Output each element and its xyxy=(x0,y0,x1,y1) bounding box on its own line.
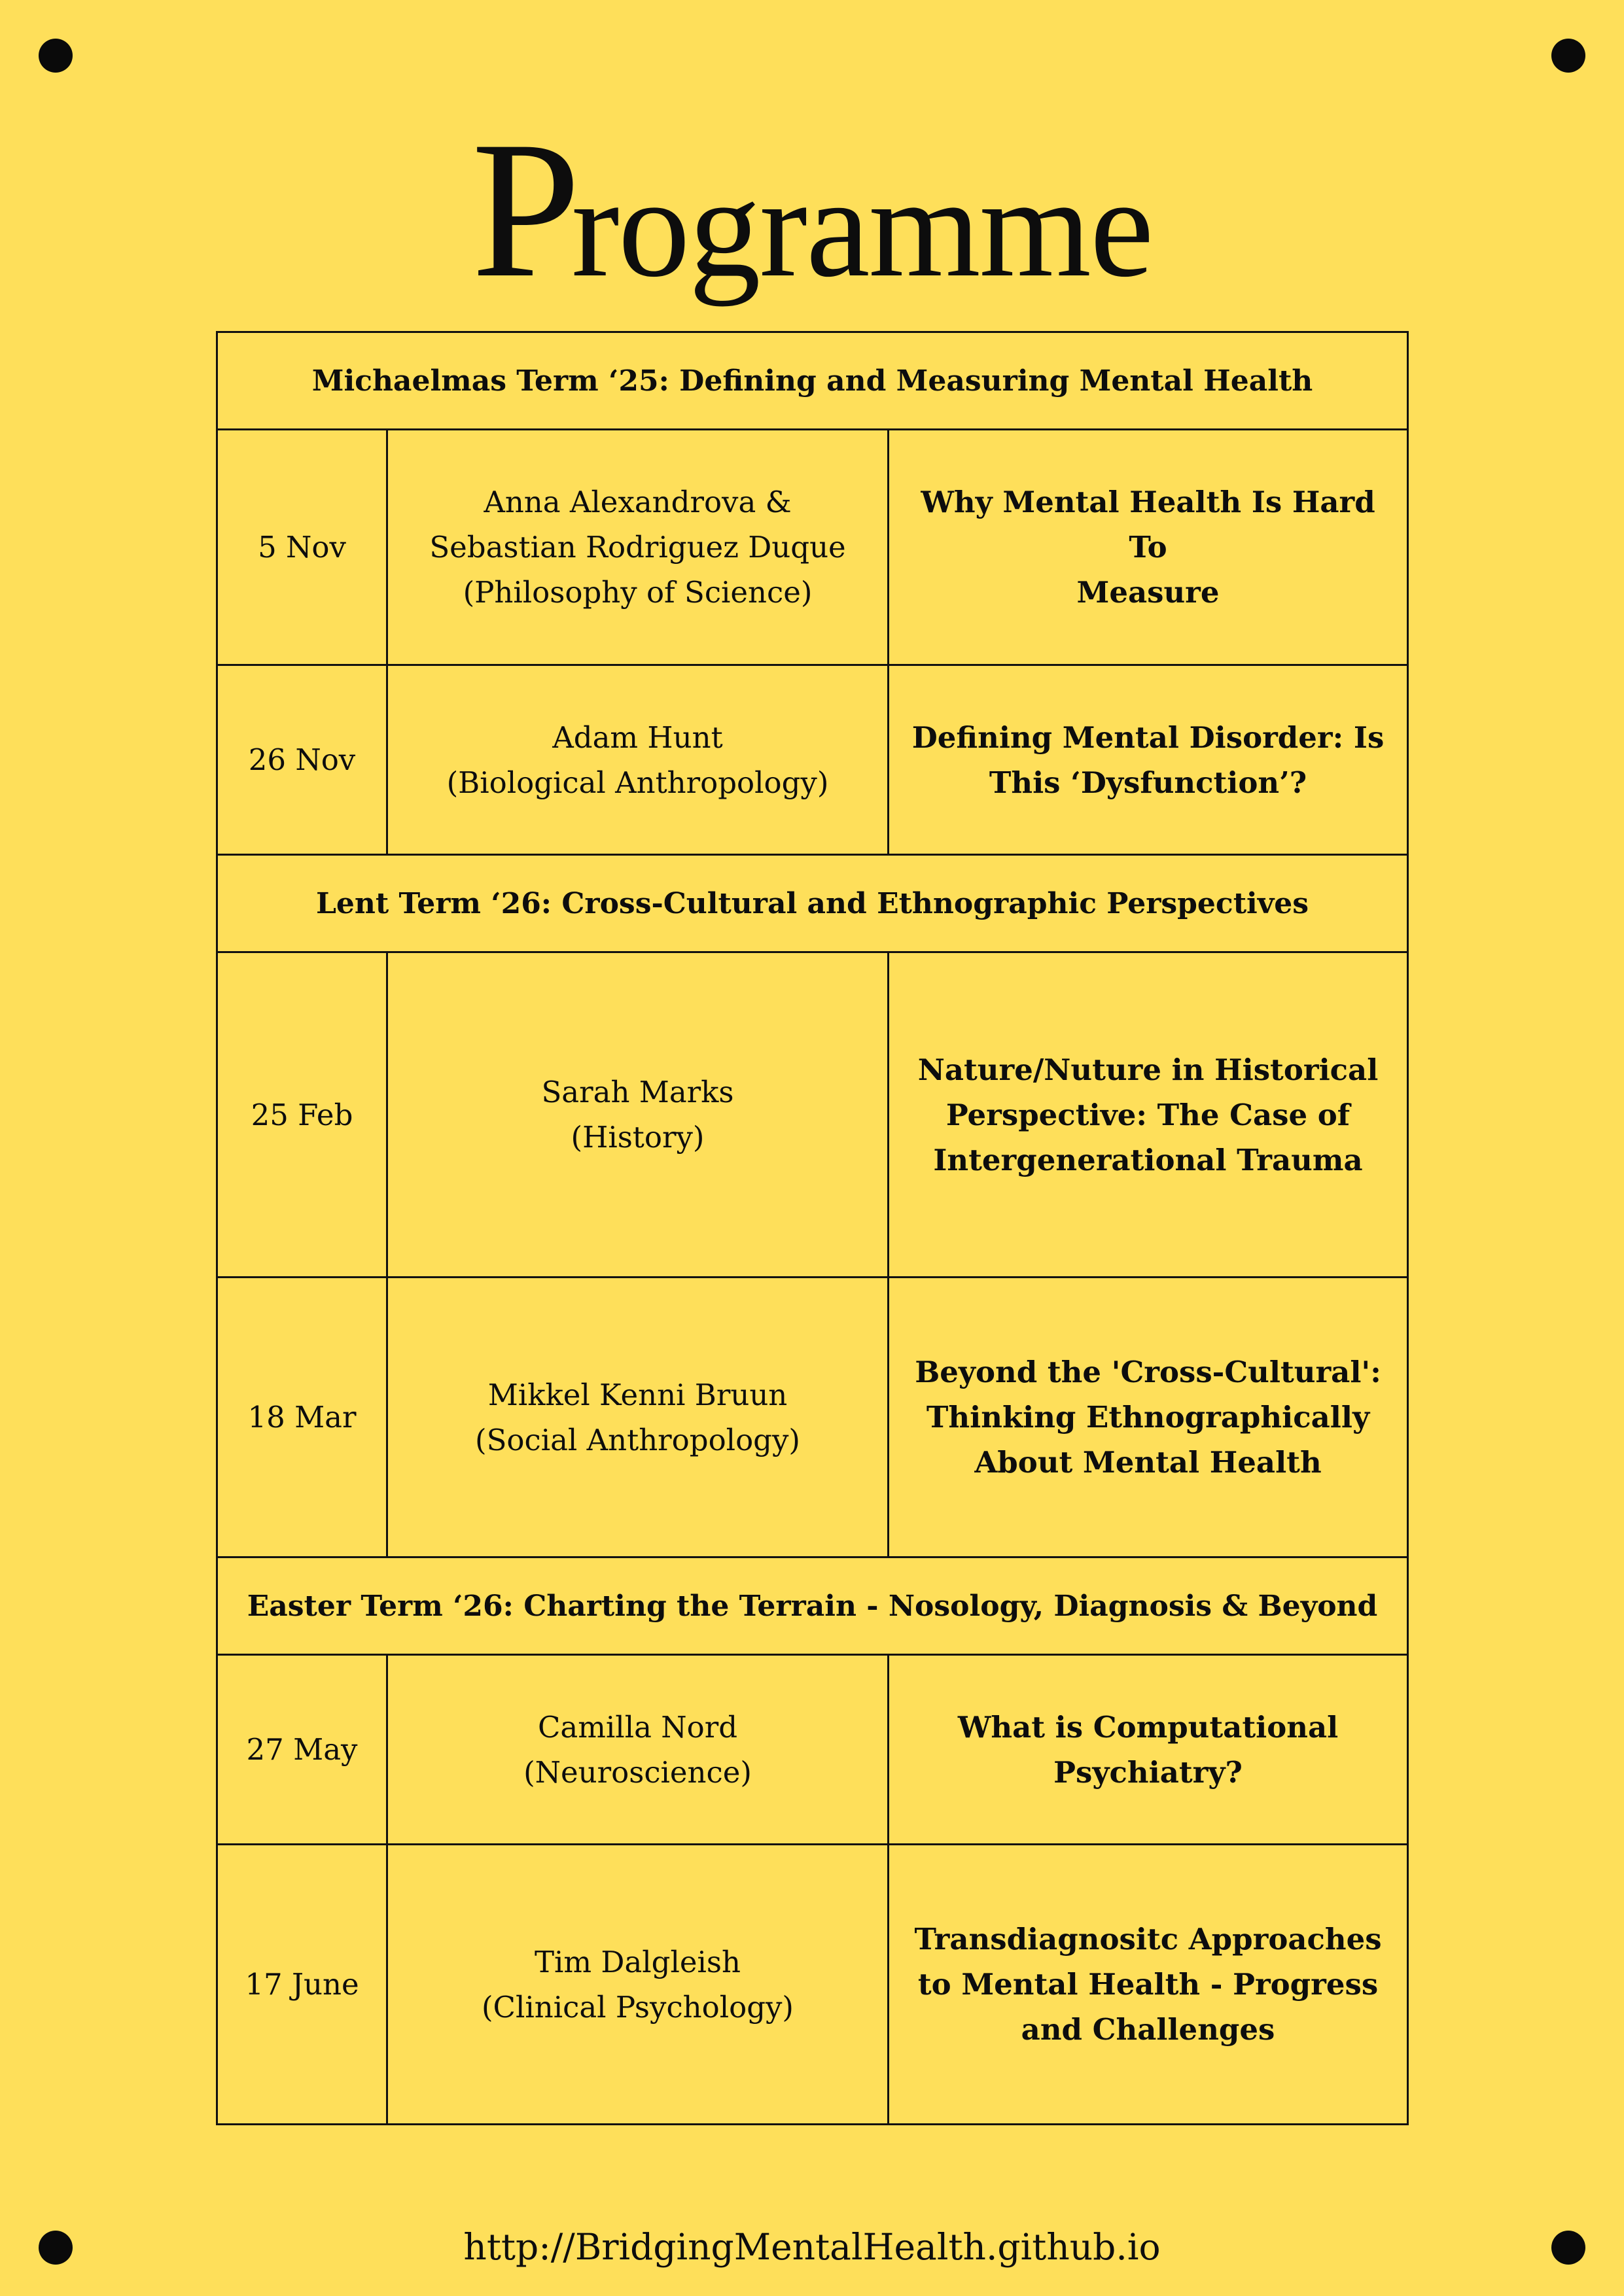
session-talk-title xyxy=(889,665,1408,855)
term-heading: Lent Term ‘26: Cross-Cultural and Ethnographic Perspectives xyxy=(217,855,1408,952)
speaker-line: (Neuroscience) xyxy=(523,1754,752,1790)
talk-line: Nature/Nuture in Historical xyxy=(917,1052,1379,1087)
speaker-line: Sebastian Rodriguez Duque xyxy=(429,530,846,565)
talk-line: What is Computational xyxy=(957,1709,1339,1745)
session-date: 5 Nov xyxy=(217,430,387,665)
session-speaker xyxy=(387,430,889,665)
session-speaker xyxy=(387,1278,889,1557)
session-talk-title xyxy=(889,1278,1408,1557)
session-date: 18 Mar xyxy=(217,1278,387,1557)
corner-dot-top-right xyxy=(1551,39,1585,73)
session-speaker xyxy=(387,1655,889,1845)
title-rest: rogramme xyxy=(571,147,1153,307)
session-row xyxy=(217,1278,1408,1557)
session-date: 17 June xyxy=(217,1845,387,2125)
session-row xyxy=(217,1845,1408,2125)
session-row xyxy=(217,952,1408,1278)
talk-line: This ‘Dysfunction’? xyxy=(989,765,1307,800)
term-heading: Michaelmas Term ‘25: Defining and Measuring Mental Health xyxy=(217,332,1408,430)
speaker-line: Mikkel Kenni Bruun xyxy=(487,1377,788,1412)
speaker-line: (Social Anthropology) xyxy=(475,1422,800,1457)
session-date: 25 Feb xyxy=(217,952,387,1278)
corner-dot-top-left xyxy=(39,39,73,73)
talk-line: Psychiatry? xyxy=(1053,1754,1243,1790)
talk-line: Perspective: The Case of xyxy=(945,1097,1350,1132)
talk-line: Transdiagnositc Approaches xyxy=(914,1922,1382,1957)
session-speaker xyxy=(387,1845,889,2125)
speaker-line: Adam Hunt xyxy=(552,720,723,755)
speaker-line: Sarah Marks xyxy=(541,1075,734,1109)
talk-line: Beyond the 'Cross-Cultural': xyxy=(915,1355,1381,1389)
speaker-line: (Clinical Psychology) xyxy=(481,1989,794,2025)
speaker-line: Tim Dalgleish xyxy=(535,1944,741,1979)
title-initial: P xyxy=(471,101,572,318)
term-heading-row xyxy=(217,855,1408,952)
talk-line: Defining Mental Disorder: Is xyxy=(911,720,1385,755)
speaker-line: (Philosophy of Science) xyxy=(463,575,813,610)
session-row xyxy=(217,1655,1408,1845)
speaker-line: (Biological Anthropology) xyxy=(446,765,829,800)
term-heading: Easter Term ‘26: Charting the Terrain - Nosology, Diagnosis & Beyond xyxy=(217,1557,1408,1655)
session-talk-title xyxy=(889,952,1408,1278)
session-row xyxy=(217,665,1408,855)
talk-line: Measure xyxy=(1076,575,1220,610)
speaker-line: (History) xyxy=(571,1120,705,1155)
session-row xyxy=(217,430,1408,665)
programme-table xyxy=(216,331,1409,2125)
session-talk-title xyxy=(889,1655,1408,1845)
term-heading-row xyxy=(217,1557,1408,1655)
talk-line: and Challenges xyxy=(1021,2012,1275,2047)
page-title xyxy=(0,101,1624,318)
session-talk-title xyxy=(889,1845,1408,2125)
talk-line: Why Mental Health Is Hard To xyxy=(921,485,1375,565)
talk-line: About Mental Health xyxy=(974,1445,1322,1480)
speaker-line: Anna Alexandrova & xyxy=(484,485,792,519)
session-speaker xyxy=(387,952,889,1278)
talk-line: Intergenerational Trauma xyxy=(933,1142,1363,1177)
session-date: 27 May xyxy=(217,1655,387,1845)
footer-url: http://BridgingMentalHealth.github.io xyxy=(463,2226,1161,2268)
session-date: 26 Nov xyxy=(217,665,387,855)
talk-line: to Mental Health - Progress xyxy=(917,1967,1379,2002)
talk-line: Thinking Ethnographically xyxy=(926,1400,1370,1435)
speaker-line: Camilla Nord xyxy=(537,1709,738,1745)
term-heading-row xyxy=(217,332,1408,430)
session-talk-title xyxy=(889,430,1408,665)
session-speaker xyxy=(387,665,889,855)
